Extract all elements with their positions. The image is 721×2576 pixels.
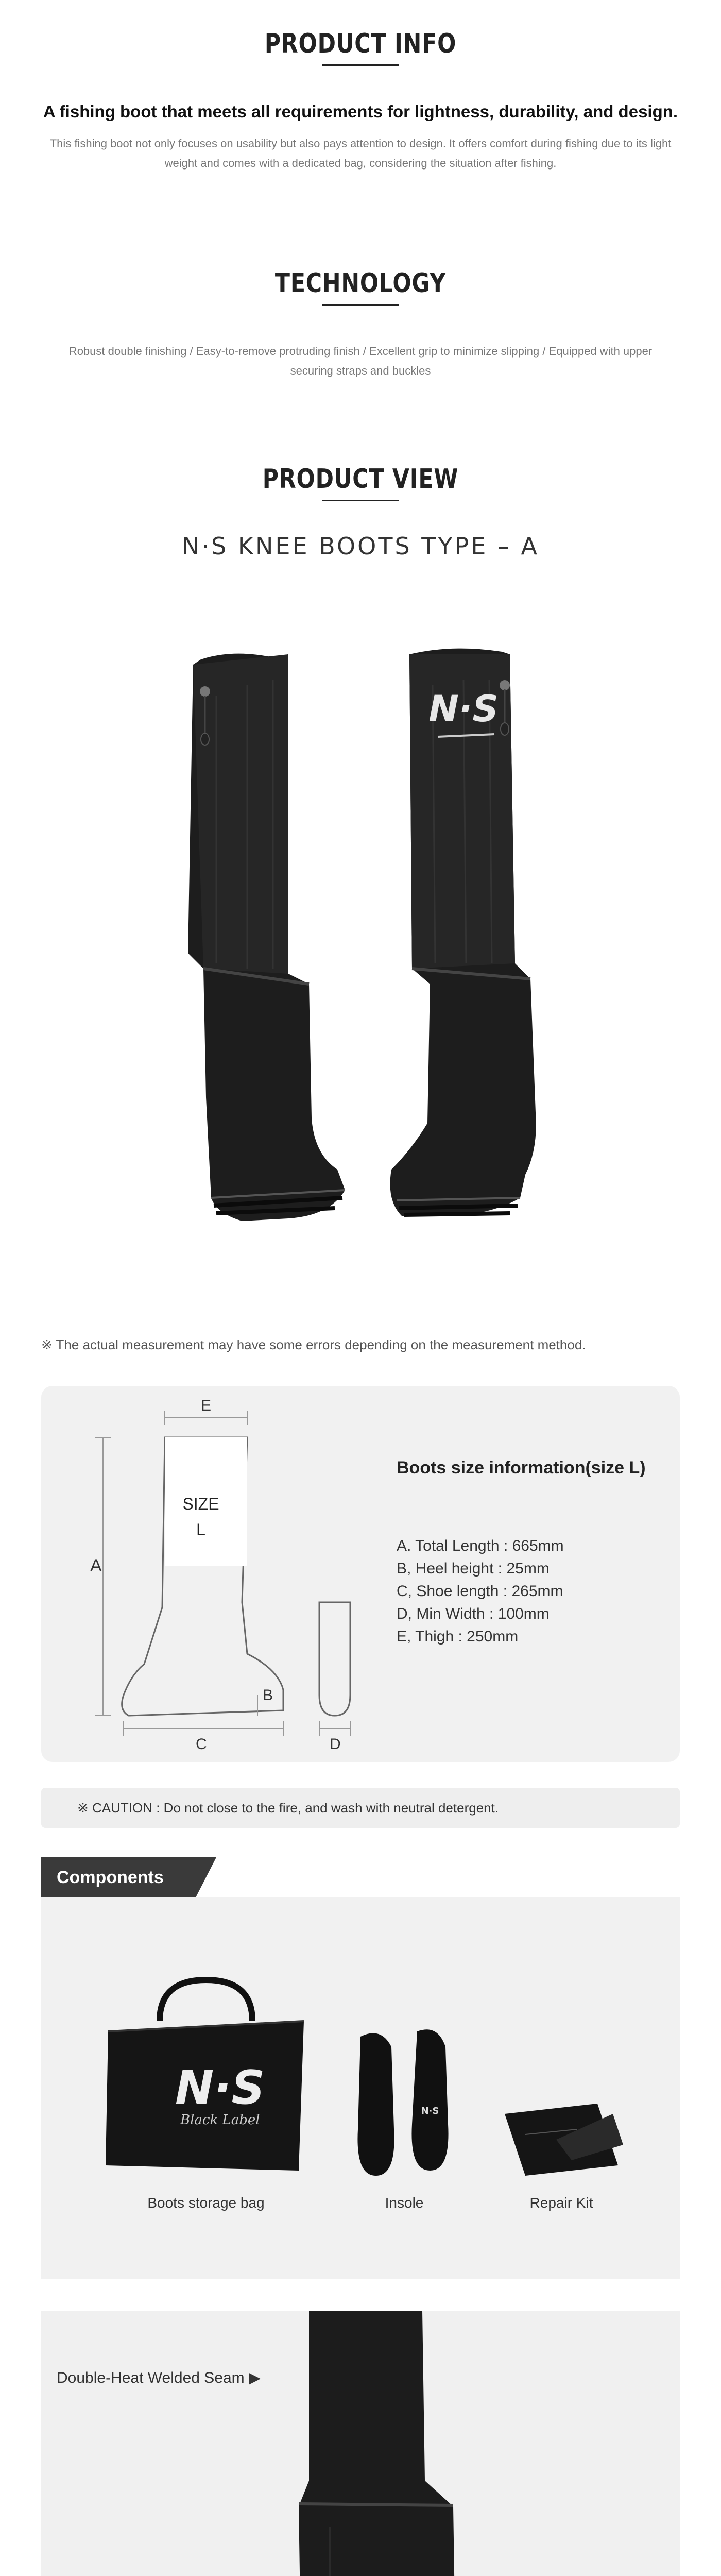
component-label: Repair Kit [529, 2195, 593, 2211]
product-info-headline: A fishing boot that meets all requirements for lightness, durability, and design. [43, 102, 678, 121]
size-heading: Boots size information(size L) [397, 1458, 646, 1478]
product-info-section [0, 28, 721, 173]
size-diagram [41, 1386, 371, 1762]
size-spec-item: B, Heel height : 25mm [397, 1560, 550, 1577]
seam-boot-image [41, 2311, 680, 2576]
product-info-body: This fishing boot not only focuses on usability but also pays attention to design. It offers comfort during fishing due to its light weight and comes with a dedicated bag, considering the situation after fishing. [49, 137, 672, 170]
technology-title: TECHNOLOGY [274, 268, 447, 299]
technology-section [0, 268, 721, 381]
size-spec-item: A. Total Length : 665mm [397, 1537, 564, 1554]
components-panel [41, 1897, 680, 2279]
dim-a-label: A [90, 1556, 102, 1575]
boots-product-image [0, 634, 721, 1324]
dim-b-label: B [263, 1687, 273, 1704]
model-name: N·S KNEE BOOTS TYPE – A [182, 532, 539, 560]
feature-seam-text: Double-Heat Welded Seam ▶ [57, 2369, 261, 2386]
dim-e-label: E [201, 1397, 212, 1414]
right-boot [390, 649, 536, 1216]
product-view-title: PRODUCT VIEW [262, 464, 459, 495]
insole-image [340, 2026, 469, 2181]
title-underline [322, 500, 399, 501]
size-info [397, 1458, 646, 1648]
left-boot [188, 654, 345, 1221]
components-tab: Components [41, 1857, 196, 1897]
product-info-title: PRODUCT INFO [264, 28, 457, 59]
size-information-panel [41, 1386, 680, 1762]
svg-text:N·S: N·S [421, 2106, 439, 2116]
dim-d-label: D [330, 1736, 341, 1753]
component-label: Insole [385, 2195, 424, 2211]
component-repair-kit [494, 2093, 628, 2211]
boot-logo: N·S [428, 688, 499, 730]
bag-logo: N·S [175, 2061, 265, 2115]
size-spec-list [397, 1535, 646, 1648]
size-label: SIZE [182, 1495, 219, 1513]
measurement-note: ※ The actual measurement may have some errors depending on the measurement method. [41, 1337, 586, 1352]
component-label: Boots storage bag [147, 2195, 265, 2211]
size-letter: L [196, 1520, 205, 1539]
size-spec-item: E, Thigh : 250mm [397, 1628, 519, 1645]
caution-banner: ※ CAUTION : Do not close to the fire, and wash with neutral detergent. [41, 1788, 680, 1828]
technology-body: Robust double finishing / Easy-to-remove protruding finish / Excellent grip to minimize slipping / Equipped with upper securing straps and buckles [68, 345, 653, 377]
bag-brand: Black Label [180, 2112, 260, 2128]
component-insole [340, 2026, 469, 2211]
product-view-section [0, 464, 721, 560]
repair-kit-image [494, 2093, 628, 2181]
title-underline [322, 304, 399, 306]
dim-c-label: C [196, 1736, 207, 1753]
storage-bag-image [98, 1975, 314, 2181]
title-underline [322, 64, 399, 66]
component-bag [98, 1975, 314, 2211]
size-spec-item: C, Shoe length : 265mm [397, 1583, 563, 1600]
feature-seam-panel [41, 2311, 680, 2576]
size-spec-item: D, Min Width : 100mm [397, 1605, 550, 1622]
